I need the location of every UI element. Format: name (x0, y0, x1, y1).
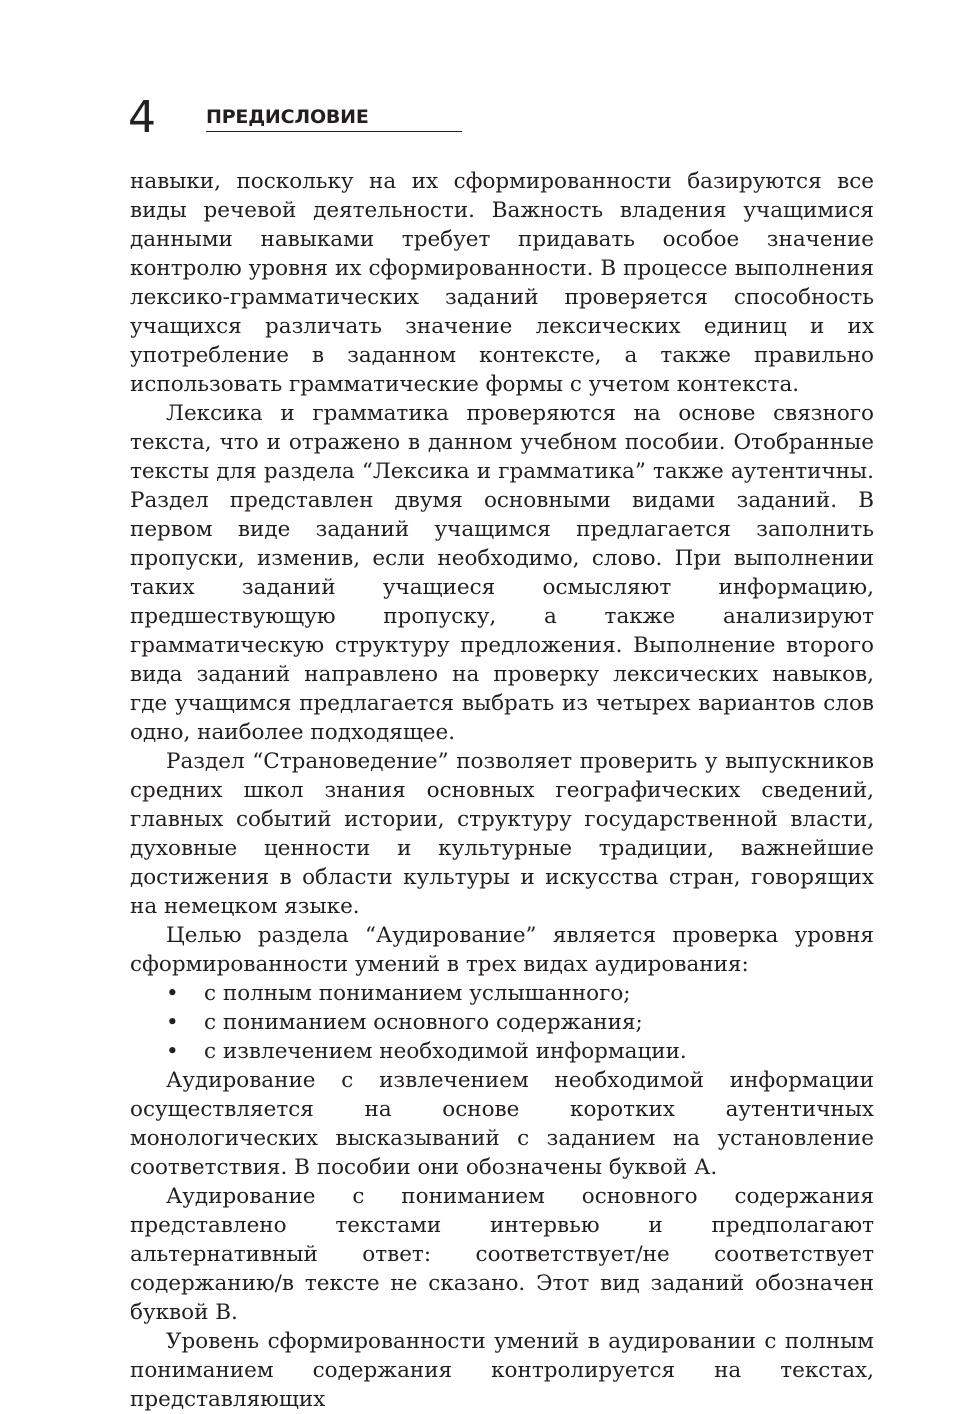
list-item-text: с пониманием основного содержания; (204, 1010, 643, 1035)
listening-types-list (130, 979, 874, 1066)
list-item (130, 1037, 874, 1066)
paragraph-4: Целью раздела “Аудирование” является проверка уровня сформированности умений в трех видах аудирования: (130, 923, 874, 977)
bullet-icon: • (166, 1039, 179, 1064)
running-title: ПРЕДИСЛОВИЕ (206, 108, 462, 132)
paragraph-5: Аудирование с извлечением необходимой информации осуществляется на основе коротких аутентичных монологических высказываний с заданием на установление соответствия. В пособии они обозначены буквой А. (130, 1068, 874, 1180)
paragraph-1: навыки, поскольку на их сформированности базируются все виды речевой деятельности. Важность владения учащимися данными навыками требует придавать особое значение контролю уровня их сформированности. В процессе выполнения лексико-грамматических заданий проверяется способность учащихся различать значение лексических единиц и их употребление в заданном контексте, а также правильно использовать грамматические формы с учетом контекста. (130, 169, 874, 397)
list-item-text: с полным пониманием услышанного; (204, 981, 631, 1006)
paragraph-3: Раздел “Страноведение” позволяет проверить у выпускников средних школ знания основных географических сведений, главных событий истории, структуру государственной власти, духовные ценности и культурные традиции, важнейшие достижения в области культуры и искусства стран, говорящих на немецком языке. (130, 749, 874, 919)
bullet-icon: • (166, 981, 179, 1006)
list-item (130, 979, 874, 1008)
paragraph-7: Уровень сформированности умений в аудировании с полным пониманием содержания контролируется на текстах, представляющих (130, 1329, 874, 1412)
paragraph-2: Лексика и грамматика проверяются на основе связного текста, что и отражено в данном учебном пособии. Отобранные тексты для раздела “Лексика и грамматика” также аутентичны. Раздел представлен двумя основными видами заданий. В первом виде заданий учащимся предлагается заполнить пропуски, изменив, если необходимо, слово. При выполнении таких заданий учащиеся осмысляют информацию, предшествующую пропуску, а также анализируют грамматическую структуру предложения. Выполнение второго вида заданий направлено на проверку лексических навыков, где учащимся предлагается выбрать из четырех вариантов слов одно, наиболее подходящее. (130, 401, 874, 745)
list-item-text: с извлечением необходимой информации. (204, 1039, 687, 1064)
paragraph-6: Аудирование с пониманием основного содержания представлено текстами интервью и предполагают альтернативный ответ: соответствует/не соответствует содержанию/в тексте не сказано. Этот вид заданий обозначен буквой В. (130, 1184, 874, 1325)
list-item (130, 1008, 874, 1037)
body-text (130, 167, 874, 1414)
page-number: 4 (128, 92, 156, 143)
bullet-icon: • (166, 1010, 179, 1035)
